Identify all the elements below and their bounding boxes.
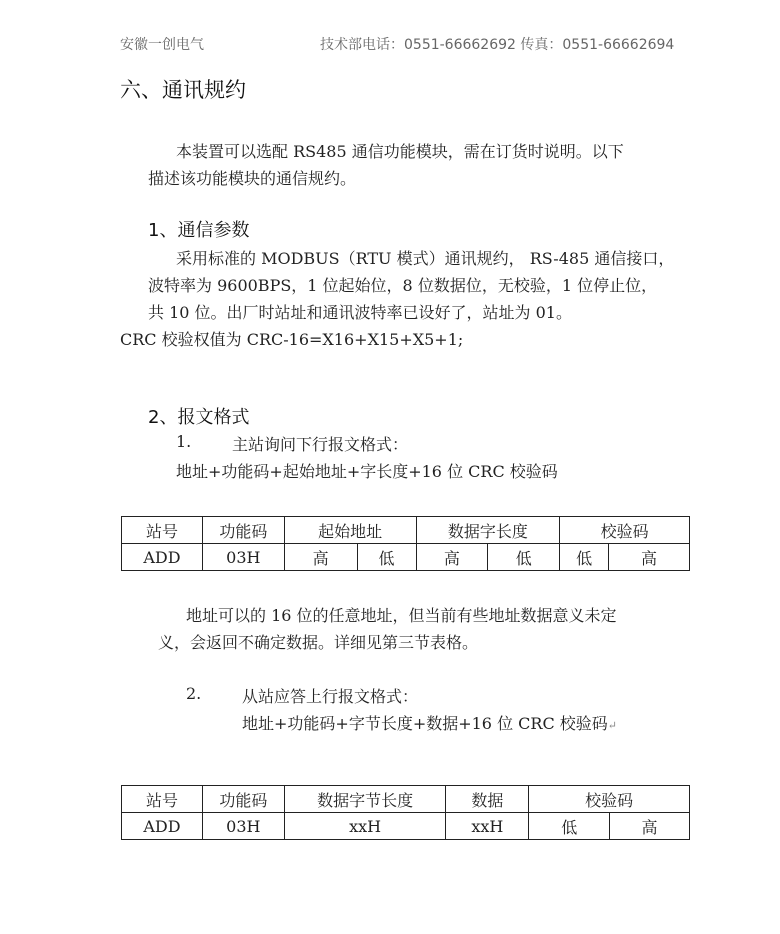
table-header-cell: 校验码 bbox=[560, 517, 690, 544]
table-header-cell: 起始地址 bbox=[284, 517, 416, 544]
sub1-title: 主站询问下行报文格式： bbox=[232, 435, 409, 454]
table-cell: 高 bbox=[284, 544, 357, 571]
sub2-title: 从站应答上行报文格式： bbox=[242, 687, 419, 706]
table-cell: 03H bbox=[202, 544, 284, 571]
params-line-1: 采用标准的 MODBUS（RTU 模式）通讯规约， RS-485 通信接口， bbox=[176, 249, 675, 268]
table-cell: 低 bbox=[529, 813, 610, 840]
table-cell: 高 bbox=[609, 544, 690, 571]
table-cell: 低 bbox=[488, 544, 560, 571]
params-heading: 1、通信参数 bbox=[148, 220, 250, 241]
table-cell: 高 bbox=[416, 544, 488, 571]
table-cell: 高 bbox=[610, 813, 690, 840]
intro-line-1: 本装置可以选配 RS485 通信功能模块，需在订货时说明。以下 bbox=[176, 142, 624, 161]
sub2-number: 2. bbox=[186, 684, 202, 703]
table-header-cell: 数据 bbox=[446, 786, 529, 813]
section-title: 六、通讯规约 bbox=[120, 78, 246, 102]
table-header-row bbox=[122, 517, 690, 544]
table-header-cell: 站号 bbox=[122, 786, 203, 813]
table-cell: 低 bbox=[357, 544, 416, 571]
table-cell: 低 bbox=[560, 544, 609, 571]
params-line-2: 波特率为 9600BPS，1 位起始位，8 位数据位，无校验，1 位停止位， bbox=[148, 276, 658, 295]
response-frame-table bbox=[121, 785, 690, 840]
table-row bbox=[122, 813, 690, 840]
sub2-formula: 地址+功能码+字节长度+数据+16 位 CRC 校验码 bbox=[242, 714, 608, 733]
table-row bbox=[122, 544, 690, 571]
request-frame-table bbox=[121, 516, 690, 571]
header-company: 安徽一创电气 bbox=[120, 37, 204, 53]
table-header-row bbox=[122, 786, 690, 813]
table-cell: 03H bbox=[202, 813, 284, 840]
table-cell: xxH bbox=[446, 813, 529, 840]
table-header-cell: 功能码 bbox=[202, 786, 284, 813]
sub1-formula: 地址+功能码+起始地址+字长度+16 位 CRC 校验码 bbox=[176, 462, 558, 481]
table-header-cell: 功能码 bbox=[202, 517, 284, 544]
table-header-cell: 校验码 bbox=[529, 786, 690, 813]
format-heading: 2、报文格式 bbox=[148, 407, 250, 428]
paragraph-mark-icon: ↵ bbox=[607, 719, 617, 732]
note-line-1: 地址可以的 16 位的任意地址，但当前有些地址数据意义未定 bbox=[186, 606, 617, 625]
table-cell: ADD bbox=[122, 544, 203, 571]
header-contact: 技术部电话：0551-66662692 传真：0551-66662694 bbox=[320, 37, 675, 53]
table-cell: ADD bbox=[122, 813, 203, 840]
params-line-4: CRC 校验权值为 CRC-16=X16+X15+X5+1; bbox=[120, 330, 464, 349]
sub1-number: 1. bbox=[176, 432, 192, 451]
table-cell: xxH bbox=[284, 813, 446, 840]
intro-line-2: 描述该功能模块的通信规约。 bbox=[148, 169, 357, 188]
table-header-cell: 数据字长度 bbox=[416, 517, 560, 544]
params-line-3: 共 10 位。出厂时站址和通讯波特率已设好了，站址为 01。 bbox=[148, 303, 572, 322]
sub2-formula-line bbox=[242, 711, 617, 734]
table-header-cell: 数据字节长度 bbox=[284, 786, 446, 813]
table-header-cell: 站号 bbox=[122, 517, 203, 544]
note-line-2: 义，会返回不确定数据。详细见第三节表格。 bbox=[158, 633, 479, 652]
